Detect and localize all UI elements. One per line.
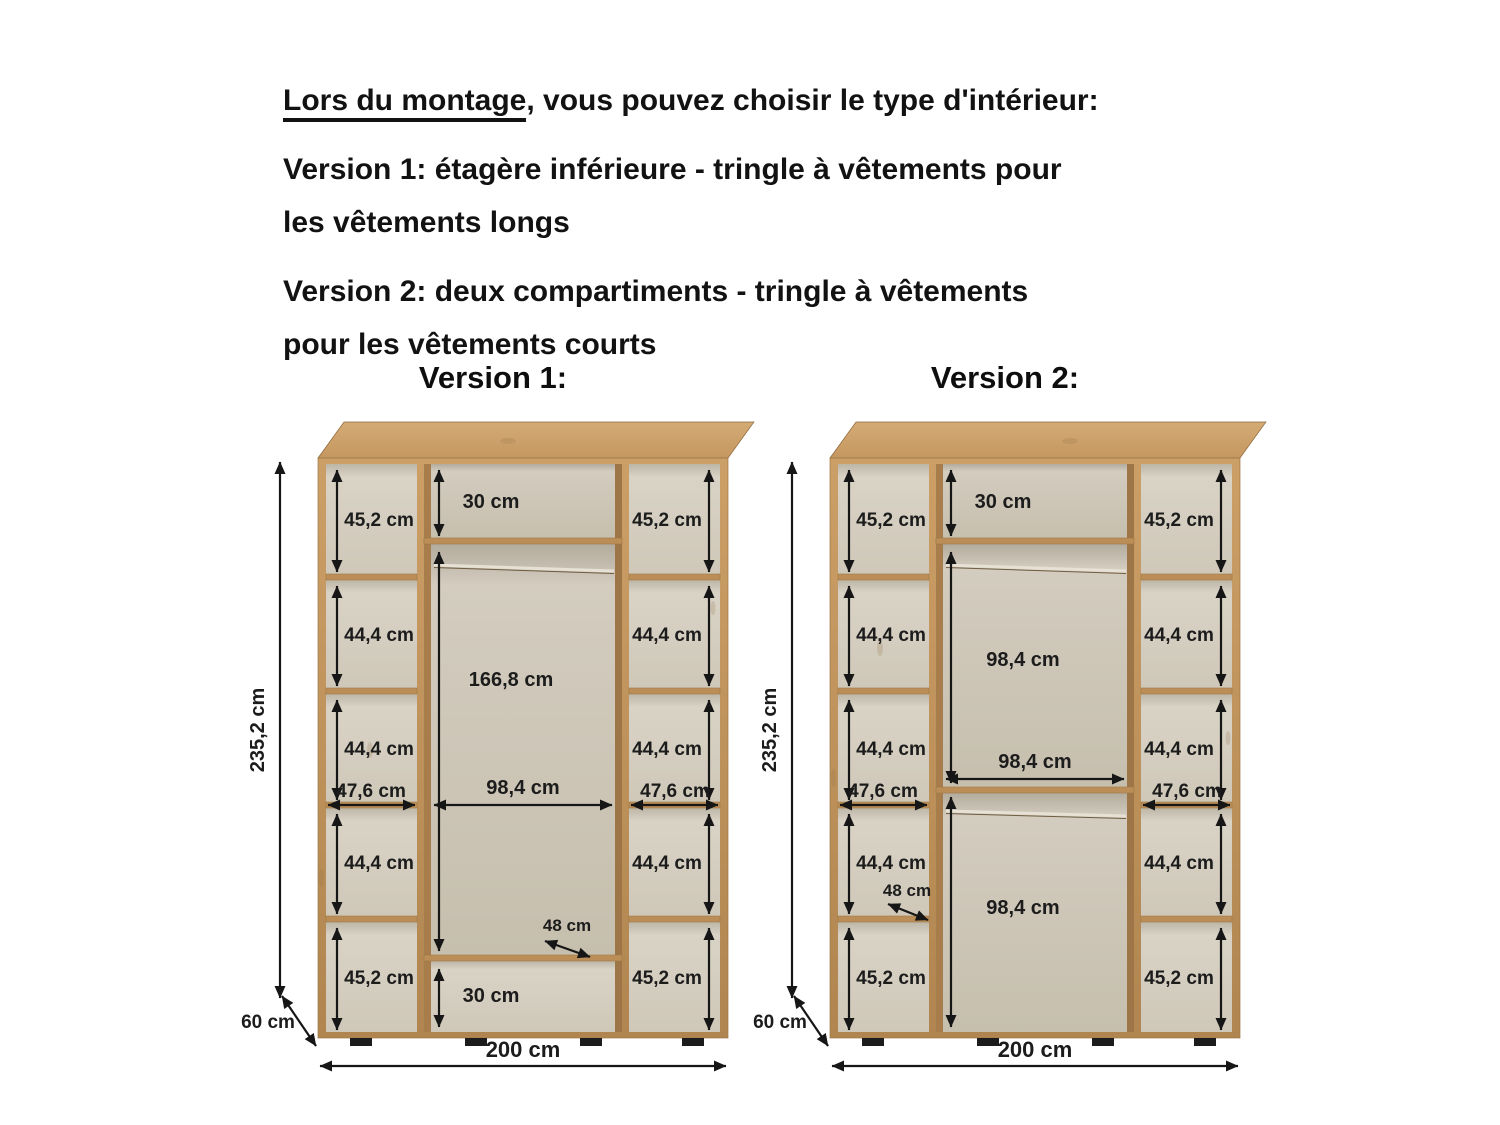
cabinet-foot bbox=[1092, 1038, 1114, 1046]
dim-label: 45,2 cm bbox=[856, 510, 926, 531]
wardrobe-v1-diagram bbox=[238, 398, 758, 1098]
dim-label: 48 cm bbox=[542, 916, 592, 935]
dim-total-height bbox=[759, 462, 792, 998]
dim-label: 30 cm bbox=[974, 491, 1032, 513]
dim-label: 44,4 cm bbox=[1144, 853, 1214, 874]
center-bottom-compartment-back bbox=[431, 961, 615, 1032]
dim-label: 235,2 cm bbox=[759, 687, 781, 773]
right-shelf bbox=[1141, 688, 1232, 694]
wood-knot bbox=[1226, 731, 1231, 745]
dim-label: 44,4 cm bbox=[344, 739, 414, 760]
dim-label: 47,6 cm bbox=[640, 781, 710, 802]
dim-label: 45,2 cm bbox=[632, 968, 702, 989]
dim-label: 45,2 cm bbox=[344, 968, 414, 989]
center-top-compartment-back bbox=[431, 464, 615, 538]
dim-label: 44,4 cm bbox=[632, 853, 702, 874]
dim-label: 60 cm bbox=[241, 1012, 295, 1033]
center-bottom-shelf bbox=[424, 955, 622, 961]
intro-line bbox=[283, 74, 1273, 127]
center-top-shelf bbox=[936, 538, 1134, 544]
dim-label: 30 cm bbox=[462, 491, 520, 513]
dim-label: 98,4 cm bbox=[998, 751, 1072, 773]
dim-total-depth bbox=[241, 996, 316, 1046]
cabinet-foot bbox=[465, 1038, 487, 1046]
version1-description bbox=[283, 143, 1273, 249]
center-right-inner-wall bbox=[615, 464, 622, 1032]
cabinet-foot bbox=[862, 1038, 884, 1046]
dim-label: 44,4 cm bbox=[1144, 625, 1214, 646]
dim-label: 45,2 cm bbox=[856, 968, 926, 989]
intro-underlined-text: Lors du montage bbox=[283, 84, 526, 122]
center-left-inner-wall bbox=[424, 464, 431, 1032]
wood-knot bbox=[831, 769, 836, 787]
left-shelf bbox=[838, 688, 929, 694]
left-shelf bbox=[838, 916, 929, 922]
intro-rest-text: , vous pouvez choisir le type d'intérieur: bbox=[526, 84, 1099, 117]
wood-knot bbox=[711, 601, 716, 615]
dim-label: 44,4 cm bbox=[856, 625, 926, 646]
dim-label: 60 cm bbox=[753, 1012, 807, 1033]
dim-right-shelf-width bbox=[1143, 781, 1230, 805]
version2-title: Version 2: bbox=[930, 360, 1080, 395]
right-shelf bbox=[1141, 916, 1232, 922]
dim-label: 166,8 cm bbox=[468, 669, 554, 691]
dim-label: 235,2 cm bbox=[247, 687, 269, 773]
left-shelf bbox=[838, 574, 929, 580]
dim-label: 44,4 cm bbox=[1144, 739, 1214, 760]
dim-label: 30 cm bbox=[462, 985, 520, 1007]
dim-right-shelf-width bbox=[631, 781, 718, 805]
cabinet-foot bbox=[682, 1038, 704, 1046]
version2-description-line2: pour les vêtements courts bbox=[283, 328, 657, 361]
dim-total-height bbox=[247, 462, 280, 998]
dim-label: 45,2 cm bbox=[632, 510, 702, 531]
right-shelf bbox=[629, 574, 720, 580]
cabinet-foot bbox=[1194, 1038, 1216, 1046]
left-shelf bbox=[326, 574, 417, 580]
dim-label: 200 cm bbox=[485, 1037, 561, 1062]
dim-total-width bbox=[320, 1037, 726, 1066]
cabinet-foot bbox=[350, 1038, 372, 1046]
wood-knot bbox=[1062, 438, 1078, 444]
dim-label: 44,4 cm bbox=[344, 853, 414, 874]
center-right-inner-wall bbox=[1127, 464, 1134, 1032]
dim-label: 45,2 cm bbox=[344, 510, 414, 531]
wood-knot bbox=[319, 869, 324, 887]
dim-label: 47,6 cm bbox=[1152, 781, 1222, 802]
left-shelf bbox=[326, 916, 417, 922]
dim-label: 44,4 cm bbox=[632, 625, 702, 646]
dim-left-shelf-width bbox=[840, 781, 927, 805]
dim-label: 47,6 cm bbox=[336, 781, 406, 802]
wood-knot bbox=[500, 438, 516, 444]
dim-left-shelf-width bbox=[328, 781, 415, 805]
right-shelf bbox=[629, 688, 720, 694]
dim-label: 45,2 cm bbox=[1144, 510, 1214, 531]
left-shelf bbox=[326, 688, 417, 694]
right-shelf bbox=[1141, 574, 1232, 580]
version1-description-line1: Version 1: étagère inférieure - tringle à vêtements pour bbox=[283, 153, 1062, 186]
dim-label: 98,4 cm bbox=[986, 897, 1060, 919]
cabinet-top-face bbox=[830, 422, 1266, 458]
center-divider-shelf bbox=[936, 787, 1134, 793]
dim-label: 44,4 cm bbox=[856, 853, 926, 874]
dim-label: 44,4 cm bbox=[344, 625, 414, 646]
dim-label: 48 cm bbox=[882, 881, 932, 900]
dim-total-width bbox=[832, 1037, 1238, 1066]
dim-label: 47,6 cm bbox=[848, 781, 918, 802]
dim-label: 98,4 cm bbox=[486, 777, 560, 799]
cabinet-foot bbox=[580, 1038, 602, 1046]
version2-description-line1: Version 2: deux compartiments - tringle à vêtements bbox=[283, 275, 1029, 308]
cabinet-top-face bbox=[318, 422, 754, 458]
center-left-inner-wall bbox=[936, 464, 943, 1032]
right-shelf bbox=[629, 916, 720, 922]
dim-label: 98,4 cm bbox=[986, 649, 1060, 671]
center-top-shelf bbox=[424, 538, 622, 544]
wardrobe-v2-diagram bbox=[750, 398, 1270, 1098]
version1-title: Version 1: bbox=[418, 360, 568, 395]
cabinet-foot bbox=[977, 1038, 999, 1046]
dim-total-depth bbox=[753, 996, 828, 1046]
version2-description bbox=[283, 265, 1273, 371]
intro-text-block bbox=[283, 74, 1273, 387]
dim-label: 44,4 cm bbox=[632, 739, 702, 760]
center-top-compartment-back bbox=[943, 464, 1127, 538]
version1-description-line2: les vêtements longs bbox=[283, 206, 570, 239]
dim-label: 44,4 cm bbox=[856, 739, 926, 760]
dim-label: 45,2 cm bbox=[1144, 968, 1214, 989]
dim-label: 200 cm bbox=[997, 1037, 1073, 1062]
center-main-compartment-back bbox=[431, 544, 615, 955]
